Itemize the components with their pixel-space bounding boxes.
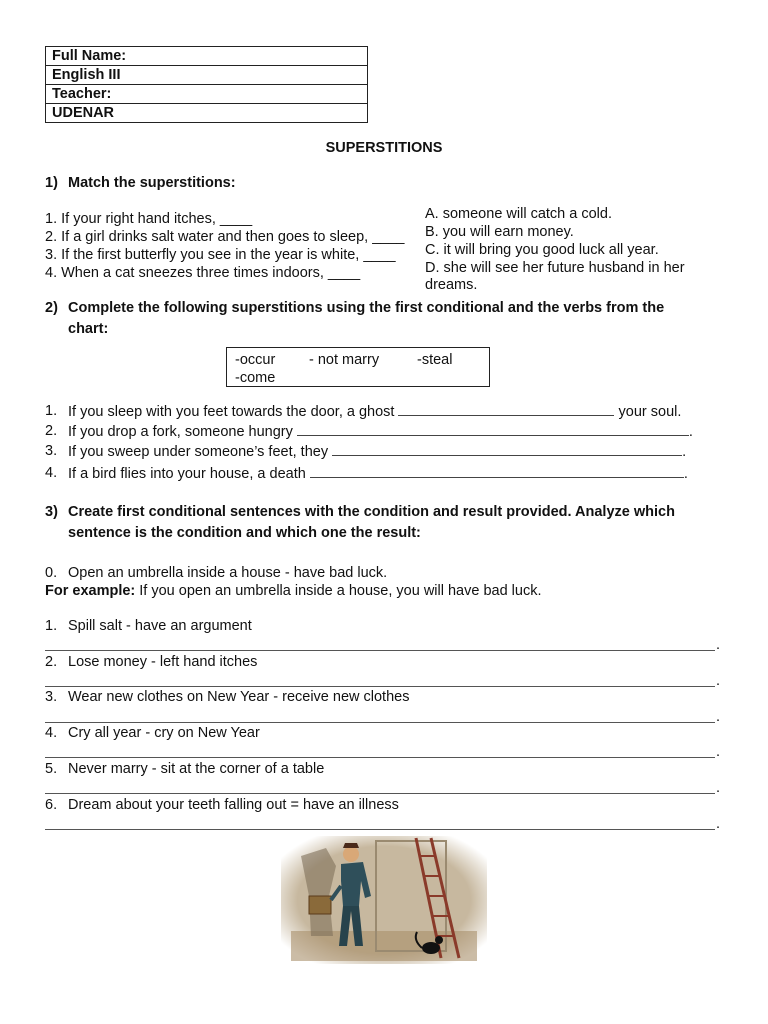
line-end: . [716, 709, 721, 725]
line-end: . [716, 744, 721, 760]
verb: - not marry [309, 352, 380, 368]
s3-number: 3) [45, 504, 58, 520]
s3-item: Never marry - sit at the corner of a table [68, 761, 325, 777]
full-name-label: Full Name: [46, 47, 367, 66]
example-number: 0. [45, 565, 58, 581]
s1-heading: Match the superstitions: [68, 175, 236, 191]
answer-blank[interactable] [310, 465, 684, 478]
s3-item: Lose money - left hand itches [68, 654, 258, 670]
s3-item-number: 6. [45, 797, 58, 813]
s3-heading-cont: sentence is the condition and which one the result: [68, 525, 421, 541]
s2-item-text: If a bird flies into your house, a death [68, 466, 306, 482]
verb: -occur [235, 352, 276, 368]
s1-left-item: 3. If the first butterfly you see in the year is white, ____ [45, 247, 396, 263]
s2-item-number: 4. [45, 465, 58, 481]
line-end: . [716, 637, 721, 653]
institution-label: UDENAR [52, 105, 115, 121]
answer-line[interactable] [45, 757, 715, 758]
s1-number: 1) [45, 175, 58, 191]
s1-right-item: D. she will see her future husband in her [425, 260, 685, 276]
line-end: . [716, 780, 721, 796]
s2-item [68, 403, 681, 420]
s2-item [68, 443, 686, 460]
answer-line[interactable] [45, 686, 715, 687]
verb: -steal [417, 352, 453, 368]
answer-blank[interactable] [297, 423, 689, 436]
verb-chart [226, 347, 490, 387]
s2-item-text: If you sleep with you feet towards the door, a ghost [68, 404, 395, 420]
s3-item: Wear new clothes on New Year - receive new clothes [68, 689, 410, 705]
example-answer: If you open an umbrella inside a house, you will have bad luck. [139, 583, 542, 599]
s2-heading: Complete the following superstitions using the first conditional and the verbs from the [68, 300, 665, 316]
s1-right-item: A. someone will catch a cold. [425, 206, 612, 222]
s2-item-text: If you sweep under someone’s feet, they [68, 444, 329, 460]
s2-item-number: 1. [45, 403, 58, 419]
s3-item: Spill salt - have an argument [68, 618, 252, 634]
s3-item-number: 5. [45, 761, 58, 777]
s1-right-item: B. you will earn money. [425, 224, 574, 240]
s3-item: Cry all year - cry on New Year [68, 725, 260, 741]
answer-blank[interactable] [332, 443, 682, 456]
s1-left-item: 1. If your right hand itches, ____ [45, 211, 253, 227]
answer-line[interactable] [45, 722, 715, 723]
s2-heading-cont: chart: [68, 321, 109, 337]
answer-blank[interactable] [398, 403, 614, 416]
line-end: . [716, 816, 721, 832]
answer-line[interactable] [45, 829, 715, 830]
answer-line[interactable] [45, 650, 715, 651]
s2-item-end: . [688, 424, 693, 440]
s2-item-number: 2. [45, 423, 58, 439]
s2-item-end: your soul. [618, 404, 682, 420]
example-line [45, 583, 542, 599]
teacher-label: Teacher: [46, 85, 367, 104]
s1-right-item: dreams. [425, 277, 478, 293]
header-table [45, 46, 368, 123]
s3-item-number: 2. [45, 654, 58, 670]
course-label: English III [46, 66, 367, 85]
s3-item-number: 1. [45, 618, 58, 634]
s1-left-item: 4. When a cat sneezes three times indoors, ____ [45, 265, 361, 281]
s2-item-number: 3. [45, 443, 58, 459]
example-prompt: Open an umbrella inside a house - have bad luck. [68, 565, 388, 581]
s3-item-number: 4. [45, 725, 58, 741]
s2-number: 2) [45, 300, 58, 316]
line-end: . [716, 673, 721, 689]
superstition-illustration [281, 836, 487, 964]
verb: -come [235, 370, 276, 386]
s1-left-item: 2. If a girl drinks salt water and then goes to sleep, ____ [45, 229, 405, 245]
page-title: SUPERSTITIONS [325, 140, 443, 156]
s2-item-end: . [683, 466, 688, 482]
s2-item-text: If you drop a fork, someone hungry [68, 424, 293, 440]
s1-right-item: C. it will bring you good luck all year. [425, 242, 659, 258]
example-label: For example: [45, 583, 136, 599]
s2-item-end: . [682, 444, 687, 460]
s3-item: Dream about your teeth falling out = have an illness [68, 797, 399, 813]
s2-item [68, 465, 688, 482]
s2-item [68, 423, 693, 440]
answer-line[interactable] [45, 793, 715, 794]
s3-item-number: 3. [45, 689, 58, 705]
s3-heading: Create first conditional sentences with the condition and result provided. Analyze which [68, 504, 675, 520]
